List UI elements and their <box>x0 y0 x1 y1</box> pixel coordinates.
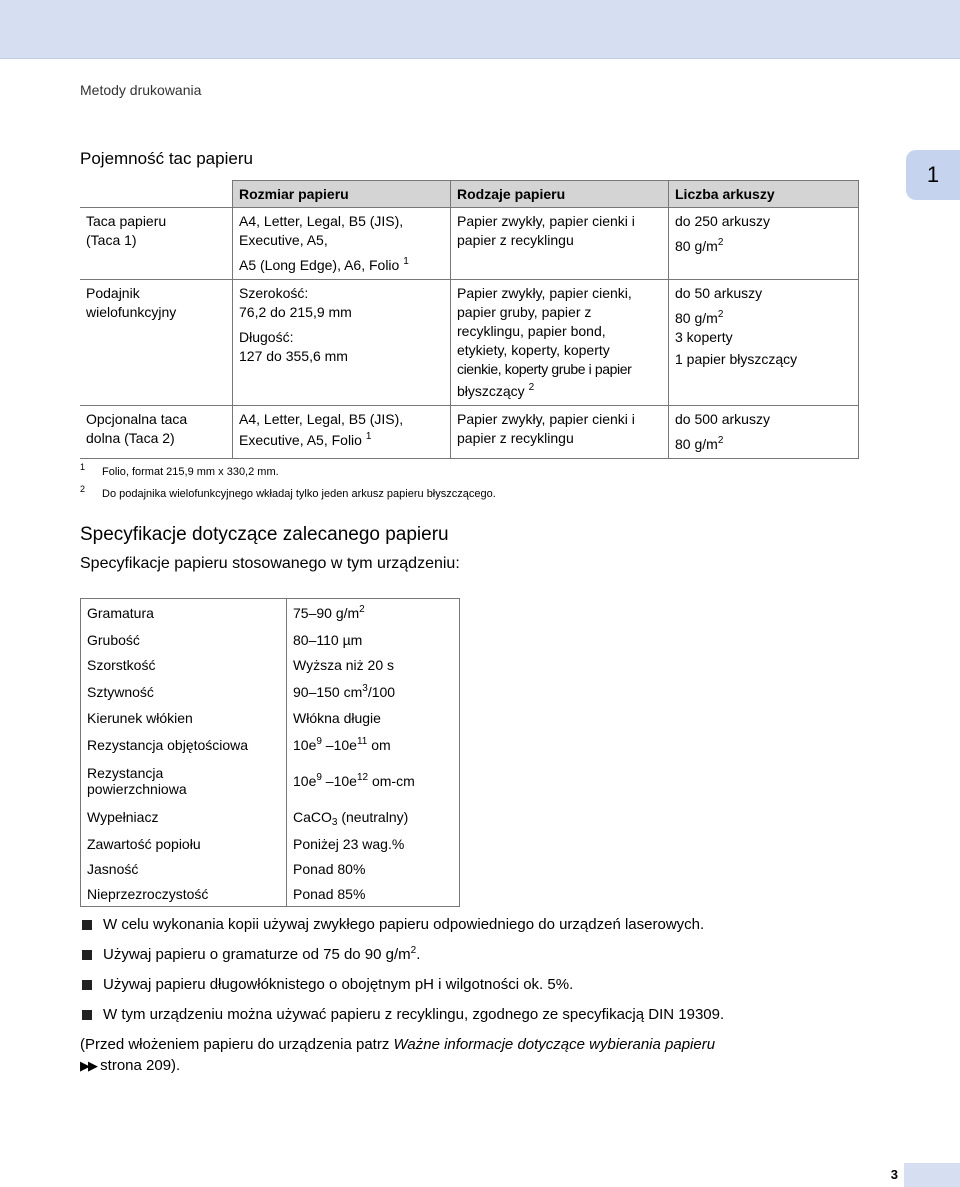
value-text: 90–150 cm <box>293 683 363 700</box>
spec-value: 80–110 µm <box>287 627 460 653</box>
cell-text: papier z recyklingu <box>457 232 574 248</box>
superscript: 2 <box>717 435 724 446</box>
cell-text: wielofunkcyjny <box>86 304 177 320</box>
footnote-ref: 1 <box>365 431 372 442</box>
table-row <box>81 653 460 678</box>
value-text: om-cm <box>368 772 415 789</box>
cell-text: (Taca 1) <box>86 232 137 248</box>
table-row <box>81 731 460 760</box>
double-arrow-icon: ▶▶ <box>80 1058 96 1073</box>
cell-text: Szerokość: <box>239 285 309 301</box>
header-paper-size: Rozmiar papieru <box>233 181 451 208</box>
cell-text: A5 (Long Edge), A6, Folio <box>239 257 400 273</box>
subscript: 3 <box>331 816 338 828</box>
page-number: 3 <box>890 1167 898 1182</box>
cell-text: Papier zwykły, papier cienki i <box>457 411 635 427</box>
cell-text: papier z recyklingu <box>457 430 574 446</box>
superscript: 2 <box>717 237 724 248</box>
header-paper-type: Rodzaje papieru <box>451 181 669 208</box>
sheet-count <box>669 406 859 459</box>
list-item-text <box>103 946 420 963</box>
value-text: /100 <box>367 683 396 700</box>
spec-label: Sztywność <box>81 678 287 706</box>
spec-value: Poniżej 23 wag.% <box>287 832 460 857</box>
superscript: 3 <box>362 682 368 694</box>
cell-text: 3 koperty <box>675 329 733 345</box>
table-row <box>81 706 460 731</box>
table-row <box>81 599 460 627</box>
superscript: 12 <box>356 771 369 783</box>
cell-text: etykiety, koperty, koperty <box>457 342 610 358</box>
cell-text: cienkie, koperty grube i papier <box>457 361 632 377</box>
cell-text: 80 g/m <box>675 436 718 452</box>
spec-label: Gramatura <box>81 599 287 627</box>
tray-name <box>80 280 233 406</box>
section-intro: Specyfikacje papieru stosowanego w tym urządzeniu: <box>80 555 460 572</box>
cell-text: Opcjonalna taca <box>86 411 188 427</box>
sheet-count <box>669 208 859 280</box>
superscript: 9 <box>316 771 322 783</box>
bullet-square-icon <box>82 980 92 990</box>
list-item-text: Używaj papieru długowłóknistego o obojętnym pH i wilgotności ok. 5%. <box>103 976 574 993</box>
label-text: Rezystancja <box>87 764 164 781</box>
table-row <box>80 280 859 406</box>
text-part: . <box>416 946 421 963</box>
cell-text: dolna (Taca 2) <box>86 430 175 446</box>
table-row <box>81 857 460 882</box>
cell-text: do 50 arkuszy <box>675 285 763 301</box>
paper-type <box>451 280 669 406</box>
cell-text: Papier zwykły, papier cienki i <box>457 213 635 229</box>
paper-size <box>233 280 451 406</box>
header-blank <box>80 181 233 208</box>
note-text: (Przed włożeniem papieru do urządzenia patrz <box>80 1036 394 1053</box>
table-row <box>81 882 460 907</box>
value-text: 75–90 g/m <box>293 604 360 621</box>
footnote-ref: 1 <box>403 256 409 267</box>
value-text: 10e <box>293 737 317 753</box>
cell-text: Papier zwykły, papier cienki, <box>457 285 632 301</box>
tray-capacity-table <box>80 180 859 459</box>
superscript: 2 <box>359 603 365 615</box>
spec-value: Wyższa niż 20 s <box>287 653 460 678</box>
table-row <box>81 760 460 802</box>
header-sheet-count: Liczba arkuszy <box>669 181 859 208</box>
superscript: 2 <box>717 309 724 320</box>
cell-text: do 250 arkuszy <box>675 213 770 229</box>
footnote-number: 1 <box>80 462 86 472</box>
paper-size <box>233 208 451 280</box>
table-row <box>81 627 460 653</box>
cell-text: do 500 arkuszy <box>675 411 770 427</box>
value-text: –10e <box>321 772 357 789</box>
reference-note <box>80 1034 715 1076</box>
cell-text: recyklingu, papier bond, <box>457 323 606 339</box>
top-banner <box>0 0 960 59</box>
spec-label <box>81 760 287 802</box>
value-text: –10e <box>321 737 357 753</box>
cell-text: błyszczący <box>457 383 525 399</box>
table-row <box>81 802 460 832</box>
cell-text: Taca papieru <box>86 213 167 229</box>
superscript: 2 <box>410 945 417 956</box>
cell-text: 80 g/m <box>675 310 718 326</box>
cell-text: 80 g/m <box>675 238 718 254</box>
section-title-tray-capacity: Pojemność tac papieru <box>80 149 253 168</box>
spec-value <box>287 760 460 802</box>
spec-value <box>287 802 460 832</box>
cell-text: Executive, A5, <box>239 232 328 248</box>
value-text: 10e <box>293 772 317 789</box>
cell-text: 76,2 do 215,9 mm <box>239 304 352 320</box>
table-row <box>81 678 460 706</box>
cell-text: A4, Letter, Legal, B5 (JIS), <box>239 213 404 229</box>
bullet-square-icon <box>82 920 92 930</box>
superscript: 11 <box>356 736 368 747</box>
spec-label: Kierunek włókien <box>81 706 287 731</box>
spec-value <box>287 731 460 760</box>
cell-text: A4, Letter, Legal, B5 (JIS), <box>239 411 404 427</box>
page-number-bar <box>904 1163 960 1187</box>
cell-text: papier gruby, papier z <box>457 304 592 320</box>
table-row <box>80 208 859 280</box>
paper-size <box>233 406 451 459</box>
list-item-text: W celu wykonania kopii używaj zwykłego papieru odpowiedniego do urządzeń laserowych. <box>103 916 705 933</box>
section-title-paper-spec: Specyfikacje dotyczące zalecanego papieru <box>80 524 449 545</box>
spec-label: Jasność <box>81 857 287 882</box>
value-text: om <box>367 737 391 753</box>
note-text: strona 209). <box>96 1057 181 1074</box>
footnote-text: Folio, format 215,9 mm x 330,2 mm. <box>102 466 279 478</box>
spec-label: Wypełniacz <box>81 802 287 832</box>
footnote-text: Do podajnika wielofunkcyjnego wkładaj tylko jeden arkusz papieru błyszczącego. <box>102 488 496 500</box>
spec-value <box>287 678 460 706</box>
value-text: CaCO <box>293 808 332 825</box>
table-header-row <box>80 181 859 208</box>
cell-text: Podajnik <box>86 285 140 301</box>
paper-type <box>451 208 669 280</box>
cell-text: 1 papier błyszczący <box>675 351 798 367</box>
spec-value: Ponad 80% <box>287 857 460 882</box>
cell-text: 127 do 355,6 mm <box>239 348 348 364</box>
spec-value: Włókna długie <box>287 706 460 731</box>
spec-label: Grubość <box>81 627 287 653</box>
spec-value <box>287 599 460 627</box>
text-part: Używaj papieru o gramaturze od 75 do 90 g/m <box>103 946 411 963</box>
cross-reference-link[interactable]: Ważne informacje dotyczące wybierania papieru <box>393 1036 716 1053</box>
spec-value: Ponad 85% <box>287 882 460 907</box>
footnote-ref: 2 <box>528 382 535 393</box>
value-text: (neutralny) <box>337 808 409 825</box>
paper-type <box>451 406 669 459</box>
paper-spec-table <box>80 598 460 907</box>
cell-text: Executive, A5, Folio <box>239 432 362 448</box>
list-item-text: W tym urządzeniu można używać papieru z recyklingu, zgodnego ze specyfikacją DIN 19309. <box>103 1006 725 1023</box>
label-text: powierzchniowa <box>87 780 187 797</box>
spec-label: Rezystancja objętościowa <box>81 731 287 760</box>
cell-text: Długość: <box>239 329 294 345</box>
superscript: 9 <box>316 736 322 747</box>
chapter-tab: 1 <box>906 150 960 200</box>
spec-label: Nieprzezroczystość <box>81 882 287 907</box>
tray-name <box>80 406 233 459</box>
table-row <box>80 406 859 459</box>
footnote-number: 2 <box>80 484 86 494</box>
bullet-square-icon <box>82 950 92 960</box>
tray-name <box>80 208 233 280</box>
spec-label: Szorstkość <box>81 653 287 678</box>
table-row <box>81 832 460 857</box>
running-header: Metody drukowania <box>80 82 202 98</box>
bullet-square-icon <box>82 1010 92 1020</box>
spec-label: Zawartość popiołu <box>81 832 287 857</box>
sheet-count <box>669 280 859 406</box>
